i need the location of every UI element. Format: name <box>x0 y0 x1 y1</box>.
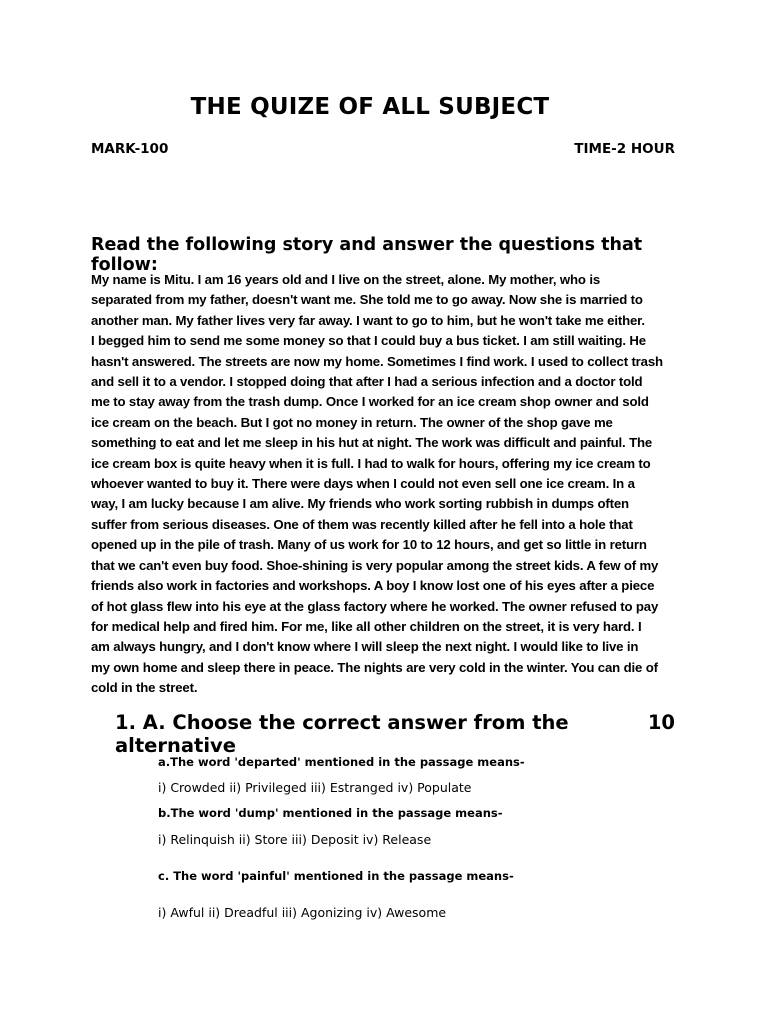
story-line: ice cream on the beach. But I got no money in return. The owner of the shop gave me <box>91 414 613 430</box>
story-line: for medical help and fired him. For me, like all other children on the street, it is very hard. I <box>91 618 642 634</box>
story-line: cold in the street. <box>91 680 198 696</box>
question-c-options: i) Awful ii) Dreadful iii) Agonizing iv) Awesome <box>158 905 447 920</box>
meta-row <box>91 141 675 157</box>
story-line: hasn't answered. The streets are now my home. Sometimes I find work. I used to collect trash <box>91 353 663 369</box>
story-line: whoever wanted to buy it. There were days when I could not even sell one ice cream. In a <box>91 476 635 492</box>
story-line: am always hungry, and I don't know where I will sleep the next night. I would like to live in <box>91 639 639 655</box>
story-line: way, I am lucky because I am alive. My friends who work sorting rubbish in dumps often <box>91 496 629 512</box>
story-line: I begged him to send me some money so that I could buy a bus ticket. I am still waiting. He <box>91 333 646 349</box>
section-title: 1. A. Choose the correct answer from the alternative <box>115 711 569 757</box>
story-line: suffer from serious diseases. One of them was recently killed after he fell into a hole that <box>91 516 633 532</box>
story-line: something to eat and let me sleep in his hut at night. The work was difficult and painful. The <box>91 435 653 451</box>
time-limit: TIME-2 HOUR <box>574 141 675 157</box>
story-passage <box>91 270 681 699</box>
story-line: friends also work in factories and workshops. A boy I know lost one of his eyes after a piece <box>91 578 655 594</box>
story-line: me to stay away from the trash dump. Once I worked for an ice cream shop owner and sold <box>91 394 649 410</box>
question-b-stem: b.The word 'dump' mentioned in the passage means- <box>158 806 503 820</box>
question-a-stem: a.The word 'departed' mentioned in the passage means- <box>158 755 525 769</box>
story-line: separated from my father, doesn't want me. She told me to go away. Now she is married to <box>91 292 643 308</box>
page-title: THE QUIZE OF ALL SUBJECT <box>190 94 550 120</box>
instruction-heading: Read the following story and answer the questions that follow: <box>91 235 643 275</box>
story-line: My name is Mitu. I am 16 years old and I live on the street, alone. My mother, who is <box>91 272 601 287</box>
question-c-stem: c. The word 'painful' mentioned in the passage means- <box>158 869 514 883</box>
story-line: of hot glass flew into his eye at the glass factory where he worked. The owner refused to pay <box>91 598 659 614</box>
story-line: and sell it to a vendor. I stopped doing that after I had a serious infection and a doctor told <box>91 374 643 390</box>
story-line: that we can't even buy food. Shoe-shining is very popular among the street kids. A few of my <box>91 557 659 573</box>
story-line: my own home and sleep there in peace. The nights are very cold in the winter. You can die of <box>91 659 658 675</box>
story-line: ice cream box is quite heavy when it is full. I had to walk for hours, offering my ice cream to <box>91 455 651 471</box>
total-marks: MARK-100 <box>91 141 169 157</box>
story-line: opened up in the pile of trash. Many of us work for 10 to 12 hours, and get so little in return <box>91 537 647 553</box>
section-marks: 10 <box>647 711 675 734</box>
question-b-options: i) Relinquish ii) Store iii) Deposit iv) Release <box>158 832 432 847</box>
story-line: another man. My father lives very far away. I want to go to him, but he won't take me either. <box>91 312 645 328</box>
question-a-options: i) Crowded ii) Privileged iii) Estranged iv) Populate <box>158 780 472 795</box>
section-heading <box>115 711 675 757</box>
